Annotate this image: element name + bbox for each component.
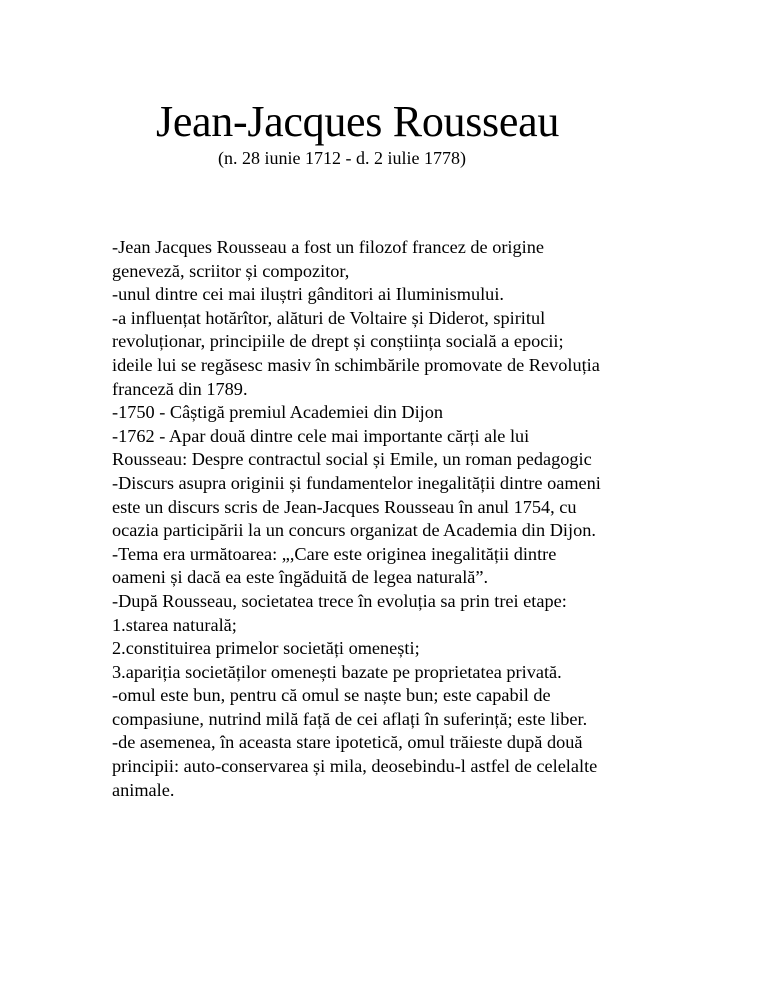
text-line: -Discurs asupra originii și fundamentelor inegalității dintre oameni: [112, 472, 601, 493]
page-title: Jean-Jacques Rousseau: [156, 97, 560, 146]
text-line: -1762 - Apar două dintre cele mai importante cărți ale lui: [112, 425, 530, 446]
text-line: -a influențat hotărîtor, alături de Voltaire și Diderot, spiritul: [112, 307, 546, 328]
text-line: franceză din 1789.: [112, 378, 248, 399]
page-subtitle-dates: (n. 28 iunie 1712 - d. 2 iulie 1778): [218, 148, 466, 168]
text-line: Rousseau: Despre contractul social și Emile, un roman pedagogic: [112, 449, 592, 470]
text-line: ideile lui se regăsesc masiv în schimbările promovate de Revoluția: [112, 354, 600, 375]
body-text: [112, 236, 672, 802]
text-line: -de asemenea, în aceasta stare ipotetică, omul trăieste după două: [112, 732, 583, 753]
text-line: oameni și dacă ea este îngăduită de legea naturală”.: [112, 567, 489, 588]
text-line: -1750 - Câștigă premiul Academiei din Dijon: [112, 402, 444, 423]
text-line: principii: auto-conservarea și mila, deosebindu-l astfel de celelalte: [112, 756, 598, 777]
text-line: compasiune, nutrind milă față de cei aflați în suferință; este liber.: [112, 708, 588, 729]
text-line: -După Rousseau, societatea trece în evoluția sa prin trei etape:: [112, 590, 567, 611]
text-line: -omul este bun, pentru că omul se naște bun; este capabil de: [112, 685, 551, 706]
text-line: -Tema era următoarea: „,Care este originea inegalității dintre: [112, 543, 557, 564]
text-line: geneveză, scriitor și compozitor,: [112, 260, 350, 281]
text-line: 2.constituirea primelor societăți omenești;: [112, 638, 420, 659]
text-line: 1.starea naturală;: [112, 614, 237, 635]
text-line: animale.: [112, 779, 175, 800]
text-line: este un discurs scris de Jean-Jacques Rousseau în anul 1754, cu: [112, 496, 577, 517]
text-line: -unul dintre cei mai iluștri gânditori ai Iluminismului.: [112, 284, 504, 305]
text-line: 3.apariția societăților omenești bazate pe proprietatea privată.: [112, 661, 562, 682]
text-line: ocazia participării la un concurs organizat de Academia din Dijon.: [112, 520, 596, 541]
text-line: -Jean Jacques Rousseau a fost un filozof francez de origine: [112, 237, 544, 257]
text-line: revoluționar, principiile de drept și conștiința socială a epocii;: [112, 331, 564, 352]
